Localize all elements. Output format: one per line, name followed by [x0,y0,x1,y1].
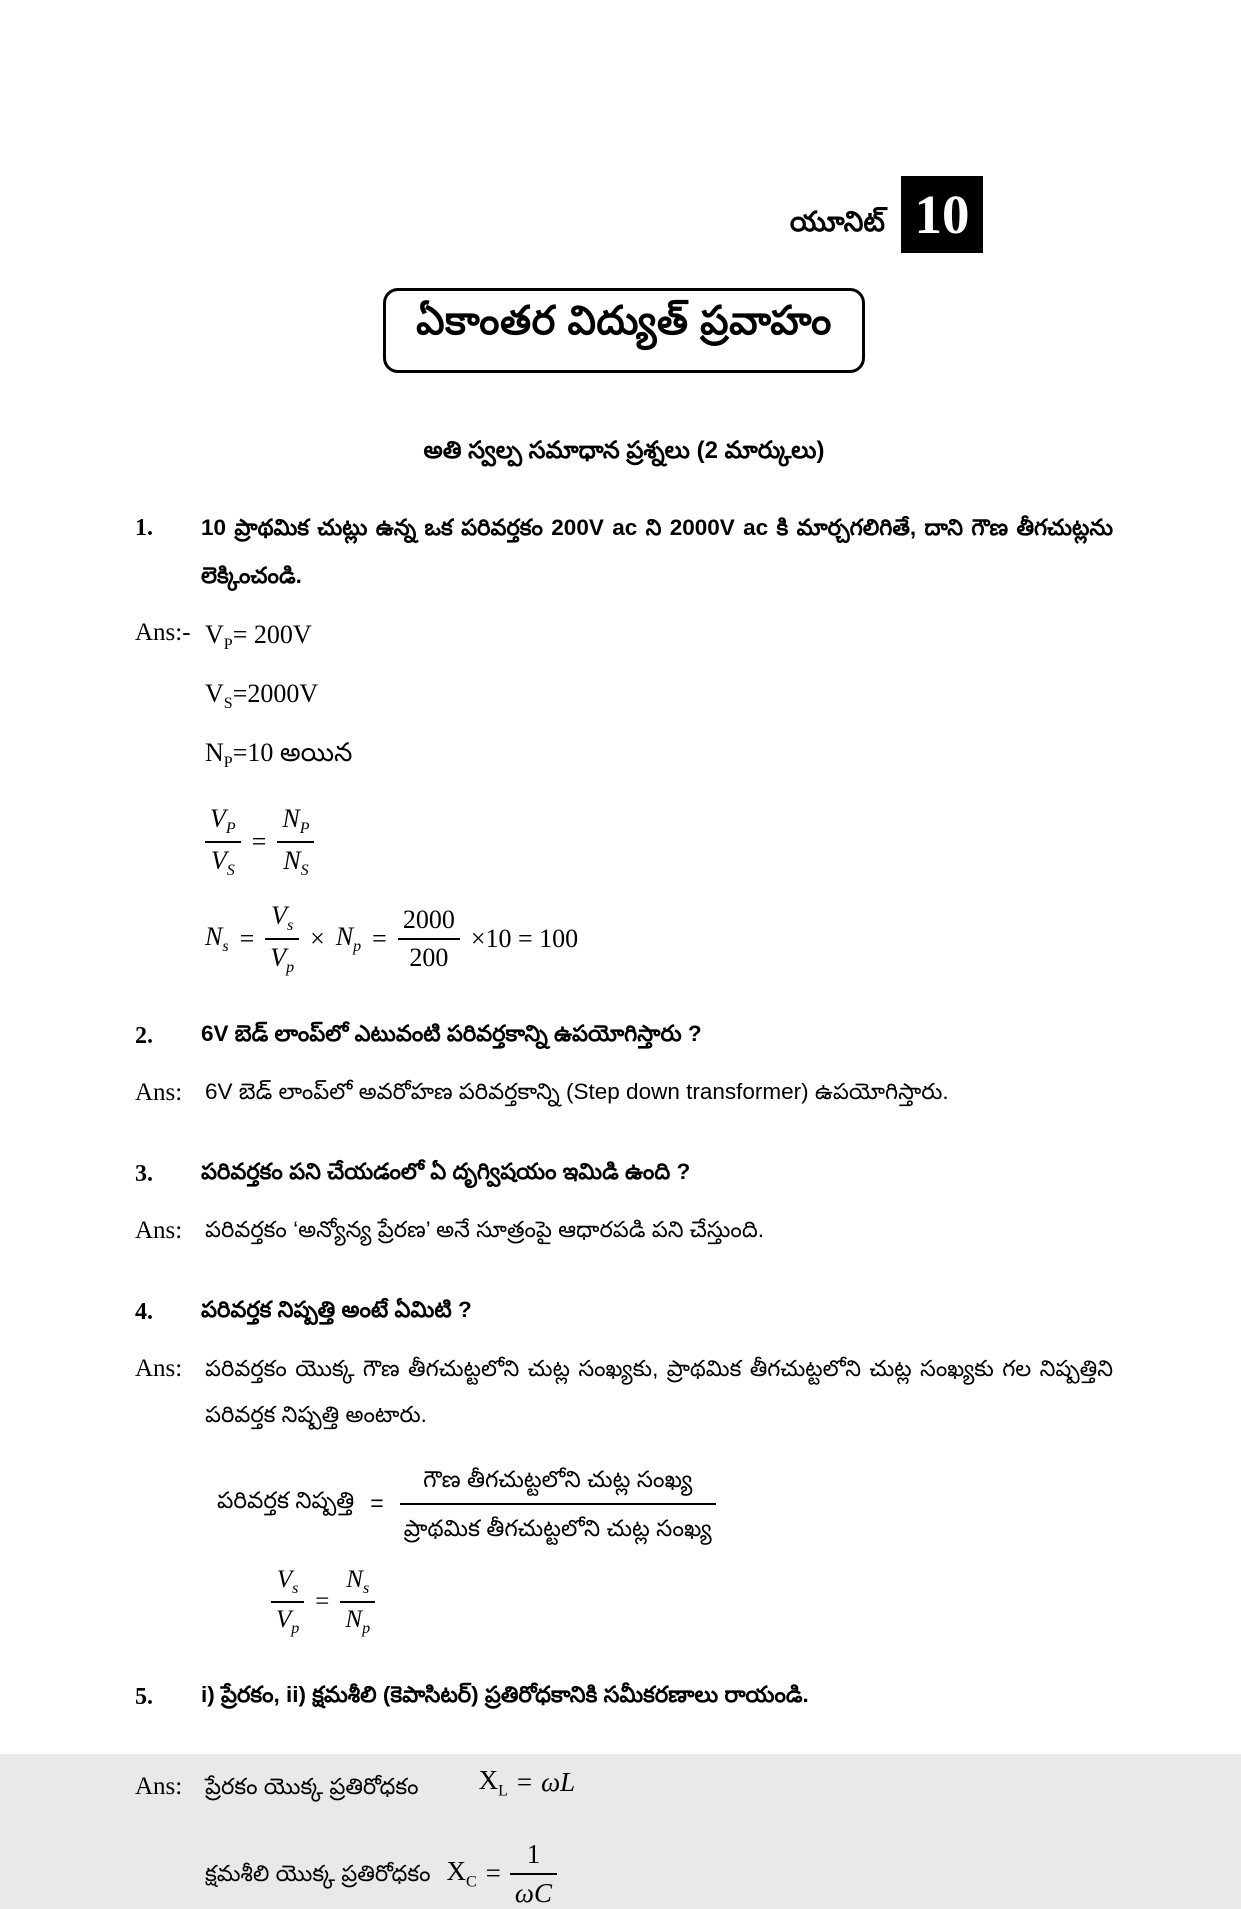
question-3-text: పరివర్తకం పని చేయడంలో ఏ దృగ్విషయం ఇమిడి ఉంది ? [201,1158,691,1184]
fraction-numerator: $N_P$ [282,803,310,837]
fraction-numerator: 1 [526,1838,541,1869]
chapter-title-box [383,288,865,373]
equation-inductive-reactance [479,1765,576,1800]
value: =2000V [232,679,319,709]
subscript: P [223,754,233,772]
given-line-vp [205,610,352,669]
answer-1-label: Ans:- [135,619,191,646]
capacitive-reactance-text: క్షమశీలి యొక్క ప్రతిరోధకం [205,1860,431,1886]
fraction-denominator: 200 [409,943,449,973]
question-1 [135,504,1113,600]
answer-3 [135,1208,1113,1254]
answer-4 [135,1346,1113,1438]
answer-4-text: పరివర్తకం యొక్క గౌణ తీగచుట్టలోని చుట్ల సంఖ్యకు, ప్రాథమిక తీగచుట్టలోని చుట్ల సంఖ్యకు గల నిష్పత్తిని పరివర్తక నిష్పత్తి అంటారు. [205,1355,1113,1427]
variable: $N_s$ [205,922,229,956]
fraction-numerator: 2000 [402,905,455,935]
fraction-numerator: $N_s$ [346,1565,370,1597]
unit-number-box [901,176,983,253]
question-2-text: 6V బెడ్ లాంప్‌లో ఎటువంటి పరివర్తకాన్ని ఉపయోగిస్తారు ? [201,1020,702,1046]
fraction-denominator: $N_S$ [283,846,309,880]
answer-4-label: Ans: [135,1354,183,1382]
answer-1-given [205,610,352,788]
variable: $X_L$ [478,1764,508,1800]
answer-5-line2 [205,1839,1113,1909]
question-1-text: 10 ప్రాథమిక చుట్లు ఉన్న ఒక పరివర్తకం 200V ac ని 2000V ac కి మార్చగలిగితే, దాని గౌణ తీగచుట్లను లెక్కించండి. [201,515,1113,588]
fraction [271,1566,304,1639]
unit-number: 10 [914,184,970,245]
fraction [340,1566,375,1639]
ratio-label: పరివర్తక నిష్పత్తి [217,1487,355,1514]
question-5-text: i) ప్రేరకం, ii) క్షమశీలి (కెపాసిటర్) ప్రతిరోధకానికి సమీకరణాలు రాయండి. [201,1681,809,1707]
variable: $N_p$ [335,922,362,956]
unit-header [0,0,1241,255]
inductive-reactance-text: ప్రేరకం యొక్క ప్రతిరోధకం [205,1773,419,1799]
equals-sign: = [372,924,387,954]
given-line-vs [205,669,352,728]
fraction-numerator: గౌణ తీగచుట్టలోని చుట్ల సంఖ్య [423,1465,693,1492]
question-3-number: 3. [135,1160,153,1187]
fraction [265,901,299,978]
equals-sign: = [516,1766,533,1797]
answer-3-label: Ans: [135,1216,183,1244]
fraction-denominator: $N_p$ [345,1606,371,1638]
question-2 [135,1012,1113,1060]
subscript: S [223,695,233,713]
chapter-title: ఏకాంతర విద్యుత్ ప్రవాహం [416,299,832,343]
value: = 200V [232,620,312,649]
fraction [510,1839,557,1909]
value: =10 అయిన [232,738,353,768]
subscript: P [223,636,233,654]
equation-capacitive-reactance [447,1839,557,1909]
answer-5-line1 [135,1765,1113,1809]
fraction-numerator: $V_P$ [210,803,236,837]
fraction [400,1465,716,1541]
equals-sign: = [485,1858,501,1889]
equation-secondary-turns [205,901,1113,978]
variable: $X_C$ [446,1856,477,1891]
equals-sign: = [251,827,267,857]
fraction-denominator: ωC [514,1877,552,1908]
value: ωL [541,1766,576,1797]
question-4 [135,1288,1113,1336]
fraction [277,804,314,881]
variable: V [205,620,224,649]
equals-sign: = [370,1490,384,1517]
question-2-number: 2. [135,1022,153,1049]
fraction-denominator: $V_p$ [276,1606,300,1638]
question-5 [135,1673,1113,1721]
equation-transformer-ratio-words [217,1465,1113,1541]
answer-2 [135,1070,1113,1116]
unit-label: యూనిట్ [789,206,885,237]
equation-ratio-symbols [271,1566,1113,1639]
answer-1 [135,610,1113,788]
fraction [398,905,460,973]
given-line-np [205,728,352,787]
variable: V [205,679,224,709]
fraction-denominator: $V_p$ [270,943,295,977]
section-heading: అతి స్వల్ప సమాధాన ప్రశ్నలు (2 మార్కులు) [423,437,825,464]
answer-5-label: Ans: [135,1772,183,1800]
equation-result: ×10 = 100 [470,924,579,954]
question-4-number: 4. [135,1298,153,1325]
answer-2-label: Ans: [135,1078,183,1106]
equation-voltage-turns-ratio [205,804,1113,881]
answer-2-text: 6V బెడ్ లాంప్‌లో అవరోహణ పరివర్తకాన్ని (Step down transformer) ఉపయోగిస్తారు. [205,1078,949,1104]
answer-3-text: పరివర్తకం ‘అన్యోన్య ప్రేరణ’ అనే సూత్రంపై ఆధారపడి పని చేస్తుంది. [205,1216,764,1242]
equals-sign: = [315,1588,330,1616]
fraction-numerator: $V_s$ [276,1565,299,1597]
question-5-number: 5. [135,1683,153,1710]
question-3 [135,1150,1113,1198]
fraction [205,804,241,881]
fraction-denominator: ప్రాథమిక తీగచుట్టలోని చుట్ల సంఖ్య [403,1514,712,1541]
times-sign: × [310,924,325,954]
variable: N [205,738,224,768]
question-4-text: పరివర్తక నిష్పత్తి అంటే ఏమిటి ? [201,1296,472,1322]
fraction-denominator: $V_S$ [210,846,235,880]
equals-sign: = [239,924,255,954]
question-1-number: 1. [135,515,153,541]
fraction-numerator: $V_s$ [271,900,294,934]
